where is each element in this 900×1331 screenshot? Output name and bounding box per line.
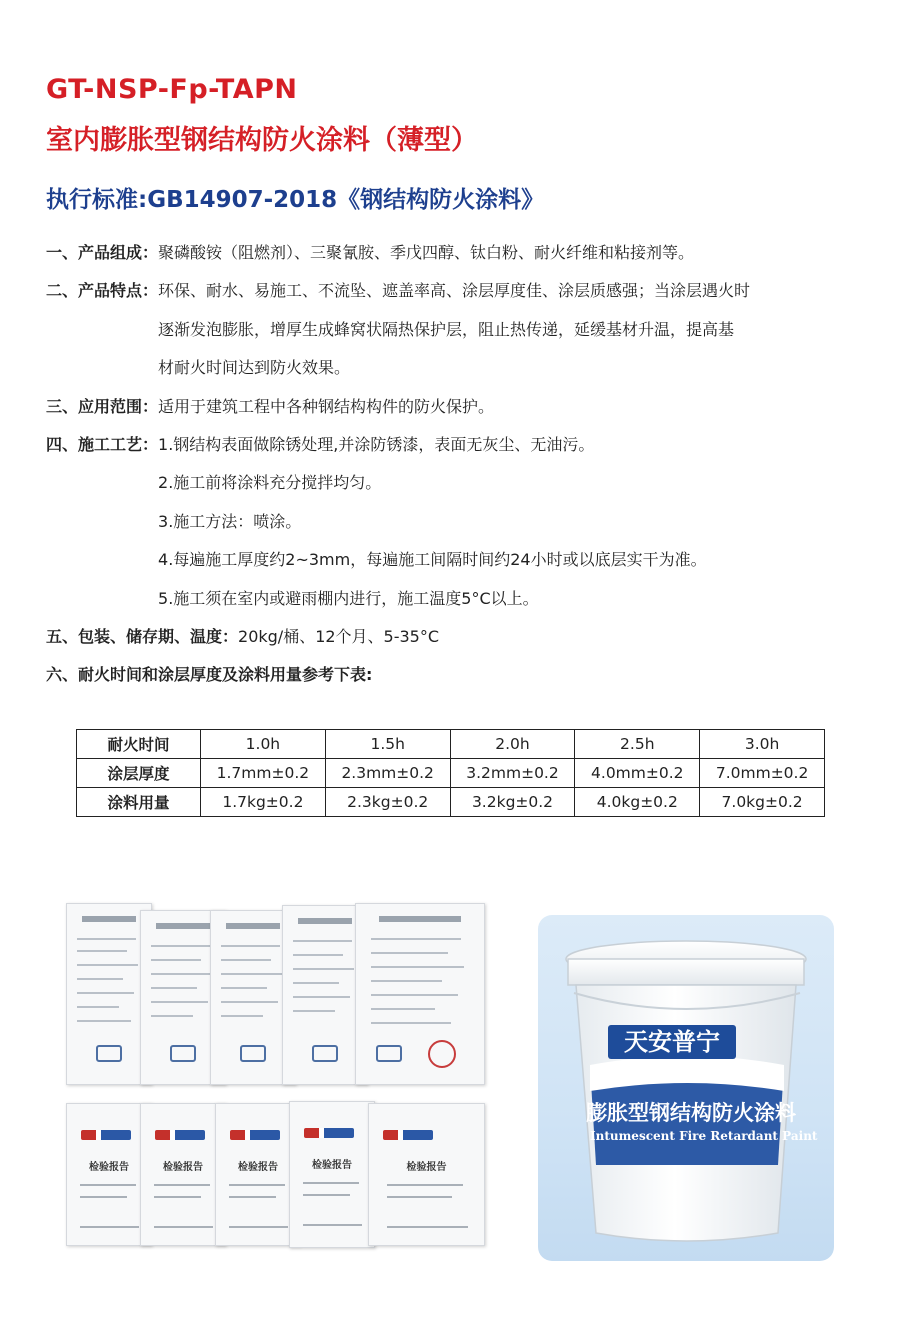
- section-process: [46, 426, 876, 619]
- bucket-brand: 天安普宁: [624, 1028, 720, 1056]
- section-features: [46, 272, 876, 388]
- section-label: 五、包装、储存期、温度：: [46, 627, 239, 646]
- report-title: 检验报告: [163, 1162, 203, 1173]
- process-step: 4.每遍施工厚度约2~3mm，每遍施工间隔时间约24小时或以底层实干为准。: [158, 550, 707, 569]
- table-cell: 7.0kg±0.2: [700, 788, 825, 817]
- reference-table: [76, 729, 825, 817]
- report-title: 检验报告: [89, 1162, 129, 1173]
- spec-sections: [46, 234, 876, 694]
- row-header: 涂料用量: [77, 788, 201, 817]
- section-label: 四、施工工艺：: [46, 434, 159, 454]
- table-cell: 4.0kg±0.2: [575, 788, 700, 817]
- report-title: 检验报告: [406, 1162, 447, 1173]
- section-label: 二、产品特点：: [46, 281, 159, 300]
- red-seal-icon: [428, 1040, 456, 1068]
- row-header: 涂层厚度: [77, 759, 201, 788]
- paint-bucket-icon: [538, 915, 834, 1261]
- table-cell: 1.0h: [201, 730, 326, 759]
- report-title: 检验报告: [238, 1162, 278, 1173]
- bucket-label-cn: 膨胀型钢结构防火涂料: [586, 1100, 796, 1125]
- section-packaging: [46, 618, 876, 656]
- section-scope: [46, 388, 876, 426]
- process-step: 3.施工方法：喷涂。: [158, 511, 302, 531]
- process-steps: [158, 426, 876, 619]
- row-header: 耐火时间: [77, 730, 201, 759]
- test-report-doc: [289, 1101, 375, 1248]
- table-cell: 2.5h: [575, 730, 700, 759]
- product-bucket-image: [538, 915, 834, 1261]
- text-line: 逐渐发泡膨胀，增厚生成蜂窝状隔热保护层，阻止热传递，延缓基材升温，提高基: [158, 319, 735, 339]
- table-cell: 3.0h: [700, 730, 825, 759]
- table-cell: 2.0h: [450, 730, 575, 759]
- section-label: 三、应用范围：: [46, 396, 159, 416]
- product-code: GT-NSP-Fp-TAPN: [46, 74, 298, 105]
- table-row: [77, 730, 825, 759]
- table-cell: 1.7kg±0.2: [201, 788, 326, 817]
- report-title: 检验报告: [312, 1160, 352, 1171]
- table-cell: 2.3kg±0.2: [325, 788, 450, 817]
- table-row: [77, 759, 825, 788]
- process-step: 5.施工须在室内或避雨棚内进行，施工温度5°C以上。: [158, 588, 539, 608]
- certificates-collage: [64, 900, 489, 1250]
- process-step: 2.施工前将涂料充分搅拌均匀。: [158, 473, 382, 492]
- execution-standard: 执行标准:GB14907-2018《钢结构防火涂料》: [46, 187, 545, 213]
- test-report-doc: [368, 1103, 485, 1246]
- section-label: 六、耐火时间和涂层厚度及涂料用量参考下表:: [46, 665, 373, 684]
- table-cell: 3.2kg±0.2: [450, 788, 575, 817]
- table-cell: 7.0mm±0.2: [700, 759, 825, 788]
- table-cell: 1.7mm±0.2: [201, 759, 326, 788]
- section-text: 聚磷酸铵（阻燃剂）、三聚氰胺、季戊四醇、钛白粉、耐火纤维和粘接剂等。: [158, 243, 695, 262]
- section-label: 一、产品组成：: [46, 243, 159, 262]
- test-report-doc: [140, 1103, 226, 1246]
- table-row: [77, 788, 825, 817]
- table-cell: 1.5h: [325, 730, 450, 759]
- section-text: 适用于建筑工程中各种钢结构构件的防火保护。: [158, 396, 495, 416]
- section-reference: [46, 656, 876, 694]
- section-text: [158, 272, 876, 388]
- bucket-label-en: Intumescent Fire Retardant Paint: [590, 1129, 818, 1143]
- section-text: 20kg/桶、12个月、5-35°C: [238, 627, 440, 646]
- table-cell: 2.3mm±0.2: [325, 759, 450, 788]
- text-line: 环保、耐水、易施工、不流坠、遮盖率高、涂层厚度佳、涂层质感强；当涂层遇火时: [158, 281, 751, 300]
- certificate-doc: [355, 903, 485, 1085]
- process-step: 1.钢结构表面做除锈处理,并涂防锈漆，表面无灰尘、无油污。: [158, 434, 595, 454]
- table-cell: 3.2mm±0.2: [450, 759, 575, 788]
- section-composition: [46, 234, 876, 272]
- product-name: 室内膨胀型钢结构防火涂料（薄型）: [46, 125, 478, 156]
- table-cell: 4.0mm±0.2: [575, 759, 700, 788]
- text-line: 材耐火时间达到防火效果。: [158, 358, 351, 377]
